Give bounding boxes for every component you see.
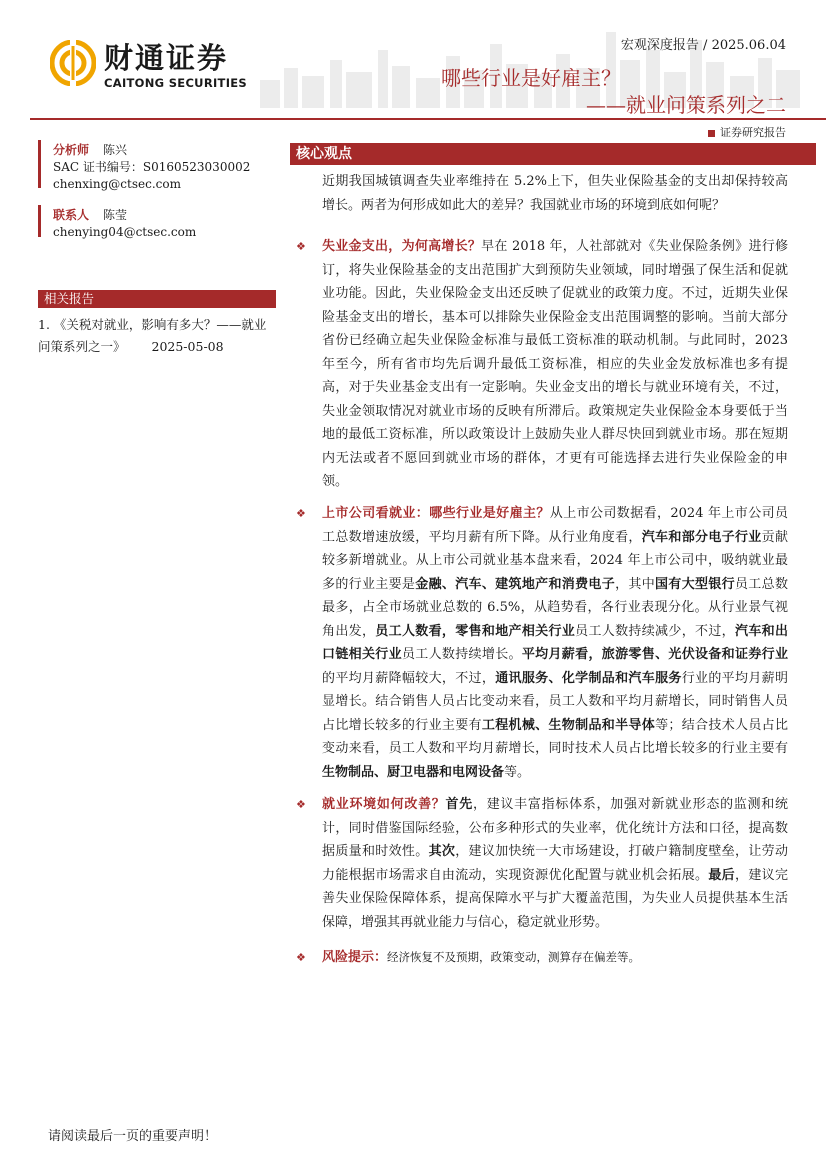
square-bullet-icon xyxy=(708,130,715,137)
paragraph-employment-improvement: 就业环境如何改善？首先，建议丰富指标体系，加强对新就业形态的监测和统计，同时借鉴国际经验，公布多种形式的失业率，优化统计方法和口径，提高数据质量和时效性。其次，建议加快统一大市场建设，打破户籍制度壁垒，让劳动力能根据市场需求自由流动，实现资源优化配置与就业机会拓展。最后，建议完善失业保险保障体系，提高保障水平与扩大覆盖范围，为失业人员提供基本生活保障，增强其再就业能力与信心，稳定就业形势。 xyxy=(322,797,788,930)
analyst-label: 分析师 xyxy=(53,143,90,157)
caitong-logo-icon xyxy=(50,40,96,86)
analyst-block xyxy=(53,140,250,193)
footer-disclaimer: 请阅读最后一页的重要声明！ xyxy=(48,1129,218,1144)
analyst-accent-bar xyxy=(38,140,41,188)
intro-paragraph: 近期我国城镇调查失业率维持在 5.2%上下，但失业保险基金的支出却保持较高增长。两者为何形成如此大的差异？我国就业市场的环境到底如何呢？ xyxy=(322,174,788,213)
header-divider xyxy=(30,118,826,120)
paragraph-risk-warning: 风险提示：经济恢复不及预期，政策变动，测算存在偏差等。 xyxy=(322,950,641,965)
core-viewpoint-header: 核心观点 xyxy=(290,143,816,165)
contact-email[interactable]: chenying04@ctsec.com xyxy=(53,225,197,239)
contact-name: 陈莹 xyxy=(103,208,128,222)
related-reports-header: 相关报告 xyxy=(38,290,276,308)
diamond-bullet-icon: ❖ xyxy=(296,507,306,520)
diamond-bullet-icon: ❖ xyxy=(296,798,306,811)
diamond-bullet-icon: ❖ xyxy=(296,240,306,253)
report-tag: 证券研究报告 xyxy=(708,124,786,140)
report-title: 哪些行业是好雇主？ xyxy=(441,66,621,90)
logo-english-name: CAITONG SECURITIES xyxy=(104,76,248,90)
paragraph-unemployment-benefits: 失业金支出，为何高增长？早在 2018 年，人社部就对《失业保险条例》进行修订，将失业保险基金的支出范围扩大到预防失业领域，同时增强了保生活和促就业功能。因此，失业保险金支出还反映了促就业的政策力度。不过，近期失业保险基金支出的增长，基本可以排除失业保险金支出范围调整的影响。当前大部分省份已经确立起失业保险金标准与最低工资标准的联动机制。与此同时，2023 年至今，所有省市均先后调升最低工资标准，相应的失业金发放标准也多有提高，对于失业基金支出有一定影响。失业金支出的增长与就业环境有关，不过，失业金领取情况对就业市场的反映有所滞后。政策规定失业保险金本身要低于当地的最低工资标准，所以政策设计上鼓励失业人群尽快回到就业市场。那在短期内无法或者不愿回到就业市场的群体，才更有可能选择去进行失业保险金的申领。 xyxy=(322,239,788,489)
contact-label: 联系人 xyxy=(53,208,90,222)
analyst-name: 陈兴 xyxy=(103,143,128,157)
report-type-date: 宏观深度报告 / 2025.06.04 xyxy=(620,38,786,53)
contact-accent-bar xyxy=(38,205,41,237)
sac-certificate: SAC 证书编号：S0160523030002 xyxy=(53,160,251,174)
logo-chinese-name: 财通证券 xyxy=(104,41,229,75)
related-report-date: 2025-05-08 xyxy=(151,339,224,354)
related-report-item[interactable]: 1. 《关税对就业，影响有多大？——就业问策系列之一》 2025-05-08 xyxy=(38,317,267,354)
report-subtitle: ——就业问策系列之二 xyxy=(586,93,786,117)
analyst-email[interactable]: chenxing@ctsec.com xyxy=(53,177,181,191)
diamond-bullet-icon: ❖ xyxy=(296,951,306,964)
contact-block xyxy=(53,205,196,241)
paragraph-listed-companies: 上市公司看就业：哪些行业是好雇主？从上市公司数据看，2024 年上市公司员工总数增速放缓，平均月薪有所下降。从行业角度看，汽车和部分电子行业贡献较多新增就业。从上市公司就业基本盘来看，2024 年上市公司中，吸纳就业最多的行业主要是金融、汽车、建筑地产和消费电子，其中国有大型银行员工总数最多，占全市场就业总数的 6.5%，从趋势看，各行业表现分化。从行业景气视角出发，员工人数看，零售和地产相关行业员工人数持续减少，不过，汽车和出口链相关行业员工人数持续增长。平均月薪看，旅游零售、光伏设备和证券行业的平均月薪降幅较大，不过，通讯服务、化学制品和汽车服务行业的平均月薪明显增长。结合销售人员占比变动来看，员工人数和平均月薪增长，同时销售人员占比增长较多的行业主要有工程机械、生物制品和半导体等；结合技术人员占比变动来看，员工人数和平均月薪增长，同时技术人员占比增长较多的行业主要有生物制品、厨卫电器和电网设备等。 xyxy=(322,506,788,780)
